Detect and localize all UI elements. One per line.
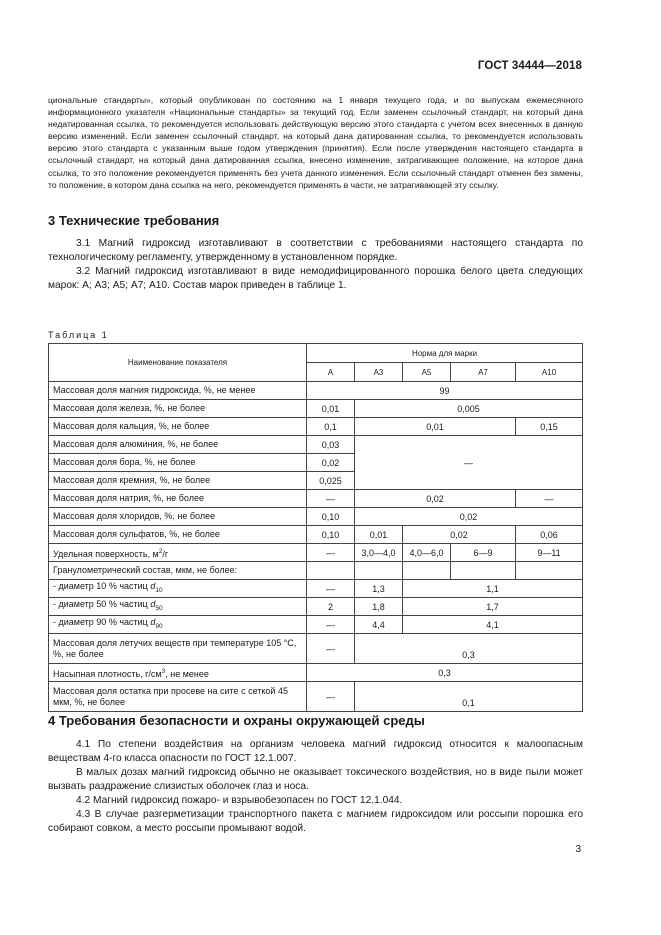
table-row bbox=[49, 598, 583, 616]
table-row bbox=[49, 418, 583, 436]
table-row bbox=[49, 436, 583, 454]
cell-a5 bbox=[403, 562, 451, 580]
cell-a3: 3,0—4,0 bbox=[355, 544, 403, 562]
cell-a7: 6—9 bbox=[451, 544, 516, 562]
row-name: - диаметр 50 % частиц $d_{50}$ bbox=[49, 598, 307, 616]
grade-a5: А5 bbox=[403, 363, 451, 382]
section-3-paragraph-2: 3.2 Магний гидроксид изготавливают в виде немодифицированного порошка белого цвета следующих марок: А; А3; А5; А7; А10. Состав марок приведен в таблице 1. bbox=[48, 266, 583, 291]
grade-a: А bbox=[307, 363, 355, 382]
cell-a10: — bbox=[516, 490, 583, 508]
table-row bbox=[49, 634, 583, 664]
row-name: Удельная поверхность, $м^2/г$ bbox=[49, 544, 307, 562]
grade-a7: А7 bbox=[451, 363, 516, 382]
cell-a: — bbox=[307, 634, 355, 664]
cell-a: 2 bbox=[307, 598, 355, 616]
table-header-row bbox=[49, 344, 583, 363]
cell-a bbox=[307, 562, 355, 580]
row-name: Массовая доля хлоридов, %, не более bbox=[49, 508, 307, 526]
row-name: Массовая доля остатка при просеве на сите с сеткой 45 мкм, %, не более bbox=[49, 682, 307, 712]
row-name: Массовая доля кальция, %, не более bbox=[49, 418, 307, 436]
cell-a: — bbox=[307, 682, 355, 712]
section-4-title: 4 Требования безопасности и охраны окружающей среды bbox=[48, 713, 425, 728]
table-row bbox=[49, 580, 583, 598]
cell-a3-a7: 0,02 bbox=[355, 490, 516, 508]
section-3-title: 3 Технические требования bbox=[48, 213, 220, 228]
row-name: Массовая доля кремния, %, не более bbox=[49, 472, 307, 490]
row-name: Массовая доля бора, %, не более bbox=[49, 454, 307, 472]
cell-a: — bbox=[307, 490, 355, 508]
row-name: Массовая доля магния гидроксида, %, не менее bbox=[49, 382, 307, 400]
table-caption: Таблица 1 bbox=[48, 330, 109, 340]
cell-a: 0,10 bbox=[307, 508, 355, 526]
cell-a: 0,1 bbox=[307, 418, 355, 436]
cell-a: 0,10 bbox=[307, 526, 355, 544]
table-row bbox=[49, 664, 583, 682]
header-norm: Норма для марки bbox=[307, 344, 583, 363]
cell-all: 0,3 bbox=[307, 664, 583, 682]
intro-paragraph: циональные стандарты», который опубликован по состоянию на 1 января текущего года, и по выпускам ежемесячного информационного указателя «Национальные стандарты» за текущий год. Если заменен ссылочный стандарт, на который дана недатированная ссылка, то рекомендуется использовать действующую версию этого стандарта с учетом всех внесенных в данную версию изменений. Если заменен ссылочный стандарт, на который дана датированная ссылка, то рекомендуется использовать версию этого стандарта с указанным выше годом утверждения (принятия). Если после утверждения настоящего стандарта в ссылочный стандарт, на который дана датированная ссылка, внесено изменение, затрагивающее положение, на которое дана ссылка, то это положение рекомендуется применять без учета данного изменения. Если ссылочный стандарт отменен без замены, то положение, в котором дана ссылка на него, рекомендуется применять в части, не затрагивающей эту ссылку. bbox=[48, 95, 583, 190]
document-code: ГОСТ 34444—2018 bbox=[477, 60, 582, 72]
grade-a3: А3 bbox=[355, 363, 403, 382]
section-3-paragraph-1: 3.1 Магний гидроксид изготавливают в соответствии с требованиями настоящего стандарта по технологическому регламенту, утвержденному в установленном порядке. bbox=[48, 238, 583, 263]
cell-all: 99 bbox=[307, 382, 583, 400]
cell-a7 bbox=[451, 562, 516, 580]
table-row bbox=[49, 526, 583, 544]
cell-a10: 9—11 bbox=[516, 544, 583, 562]
row-name: Насыпная плотность, $г/см^3$, не менее bbox=[49, 664, 307, 682]
cell-a: — bbox=[307, 544, 355, 562]
cell-a10: 0,06 bbox=[516, 526, 583, 544]
table-row bbox=[49, 382, 583, 400]
table-row bbox=[49, 562, 583, 580]
grades-table bbox=[48, 343, 583, 712]
cell-a5-a10: 1,7 bbox=[403, 598, 583, 616]
row-name: Массовая доля натрия, %, не более bbox=[49, 490, 307, 508]
cell-a: 0,025 bbox=[307, 472, 355, 490]
cell-rest: — bbox=[355, 436, 583, 490]
cell-a: 0,03 bbox=[307, 436, 355, 454]
row-name: Массовая доля сульфатов, %, не более bbox=[49, 526, 307, 544]
cell-a3: 0,01 bbox=[355, 526, 403, 544]
row-name: Массовая доля алюминия, %, не более bbox=[49, 436, 307, 454]
grade-a10: А10 bbox=[516, 363, 583, 382]
section-4-paragraph-2: В малых дозах магний гидроксид обычно не оказывает токсического воздействия, но в виде пыли может вызвать раздражение слизистых оболочек глаз и носа. bbox=[48, 767, 583, 792]
cell-a3-a7: 0,01 bbox=[355, 418, 516, 436]
cell-a3: 1,8 bbox=[355, 598, 403, 616]
cell-a10 bbox=[516, 562, 583, 580]
cell-a: — bbox=[307, 616, 355, 634]
table-row bbox=[49, 544, 583, 562]
section-4-paragraph-3: 4.2 Магний гидроксид пожаро- и взрывобезопасен по ГОСТ 12.1.044. bbox=[76, 795, 403, 806]
row-name: Массовая доля железа, %, не более bbox=[49, 400, 307, 418]
table-row bbox=[49, 508, 583, 526]
cell-a: — bbox=[307, 580, 355, 598]
cell-a5-a10: 4,1 bbox=[403, 616, 583, 634]
cell-a3: 4,4 bbox=[355, 616, 403, 634]
row-name: - диаметр 10 % частиц $d_{10}$ bbox=[49, 580, 307, 598]
row-name: - диаметр 90 % частиц $d_{90}$ bbox=[49, 616, 307, 634]
cell-a3 bbox=[355, 562, 403, 580]
table-row bbox=[49, 682, 583, 712]
table-row bbox=[49, 400, 583, 418]
header-parameter: Наименование показателя bbox=[49, 344, 307, 382]
cell-a10: 0,15 bbox=[516, 418, 583, 436]
row-name: Гранулометрический состав, мкм, не более: bbox=[49, 562, 307, 580]
cell-rest: 0,02 bbox=[355, 508, 583, 526]
cell-a3: 1,3 bbox=[355, 580, 403, 598]
table-row bbox=[49, 616, 583, 634]
row-name: Массовая доля летучих веществ при температуре 105 °С, %, не более bbox=[49, 634, 307, 664]
cell-a5-a7: 0,02 bbox=[403, 526, 516, 544]
section-4-paragraph-1: 4.1 По степени воздействия на организм человека магний гидроксид относится к малоопасным веществам 4-го класса опасности по ГОСТ 12.1.007. bbox=[48, 739, 583, 764]
cell-a: 0,02 bbox=[307, 454, 355, 472]
cell-a5: 4,0—6,0 bbox=[403, 544, 451, 562]
cell-rest: 0,3 bbox=[355, 634, 583, 664]
page-number: 3 bbox=[575, 844, 581, 855]
table-row bbox=[49, 490, 583, 508]
cell-a5-a10: 1,1 bbox=[403, 580, 583, 598]
section-4-paragraph-4: 4.3 В случае разгерметизации транспортного пакета с магнием гидроксидом или россыпи порошка его собирают совком, а место россыпи промывают водой. bbox=[48, 809, 583, 834]
cell-a: 0,01 bbox=[307, 400, 355, 418]
cell-rest: 0,005 bbox=[355, 400, 583, 418]
cell-rest: 0,1 bbox=[355, 682, 583, 712]
